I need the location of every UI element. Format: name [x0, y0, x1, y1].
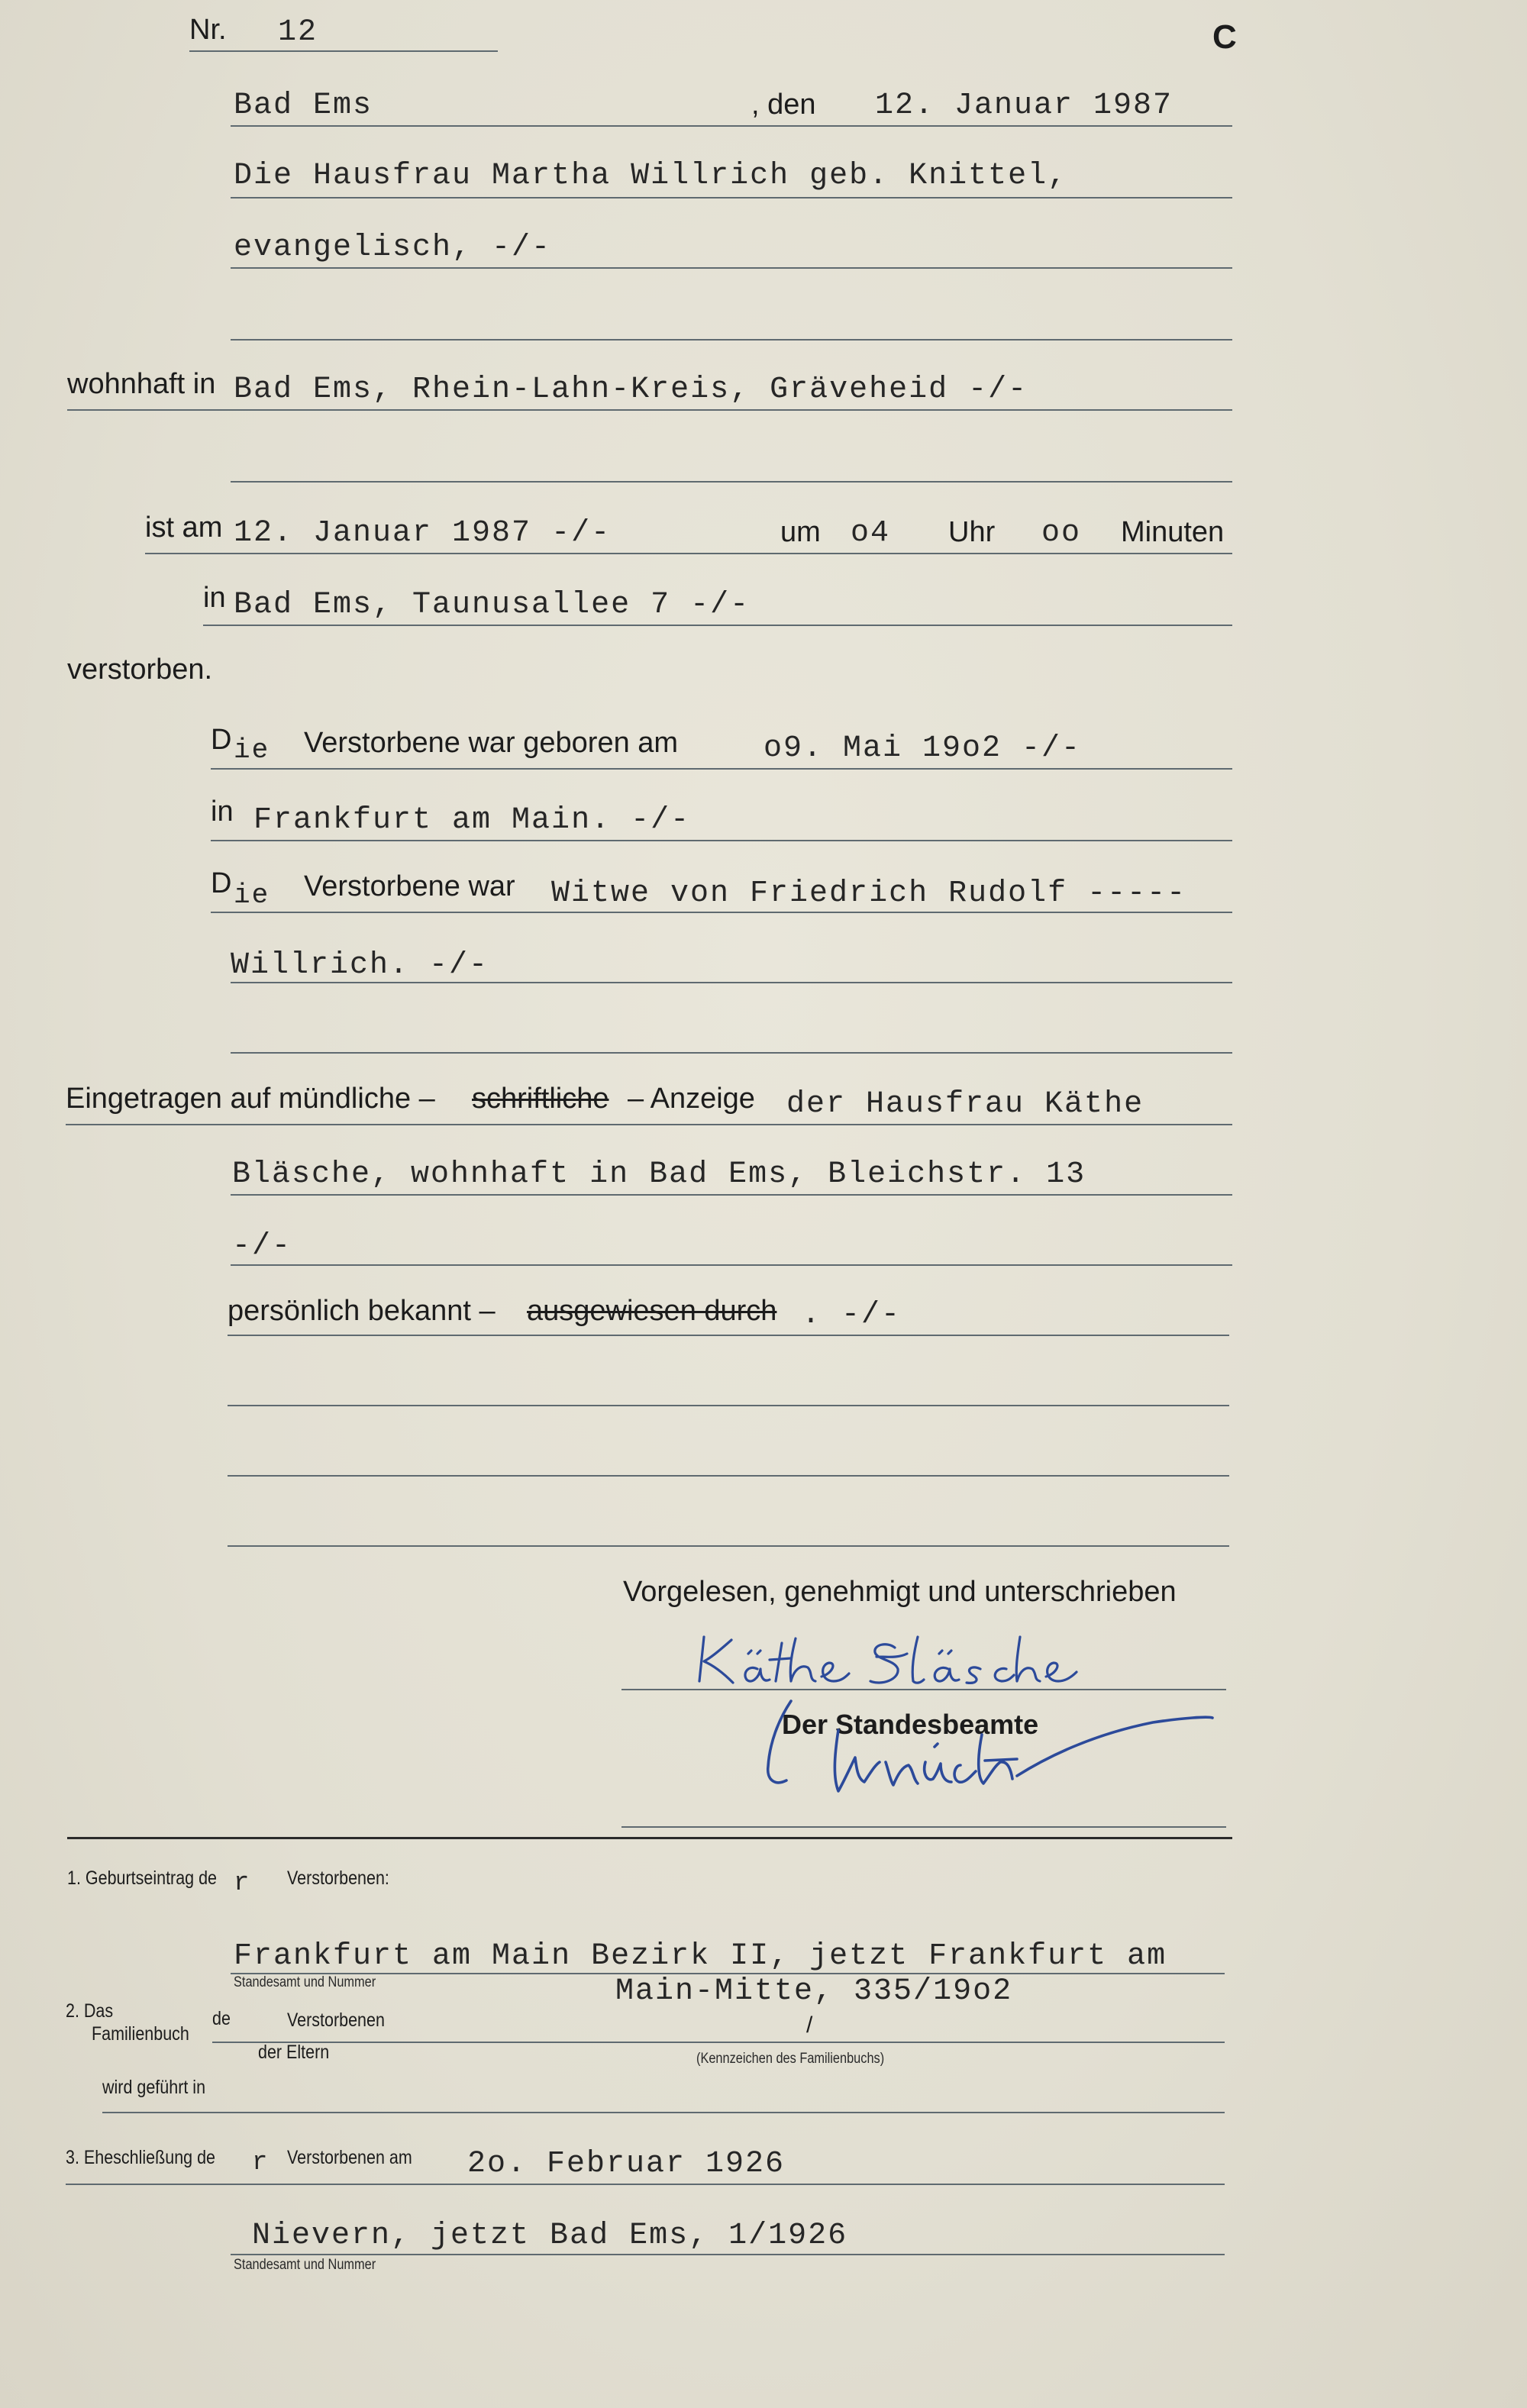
- item2-de: de: [212, 2008, 231, 2029]
- item2-gefuehrt: wird geführt in: [102, 2077, 206, 2098]
- known-rule: [228, 1335, 1229, 1336]
- status-rule-2: [231, 982, 1232, 983]
- person-line-3-rule: [231, 339, 1232, 341]
- footer-divider: [67, 1837, 1232, 1839]
- date-value: 12. Januar 1987: [875, 89, 1173, 123]
- minuten-label: Minuten: [1121, 516, 1225, 548]
- birth-in-label: in: [211, 796, 234, 828]
- item3-rule: [66, 2184, 1225, 2185]
- item1-value-line-1: Frankfurt am Main Bezirk II, jetzt Frankfurt am: [234, 1939, 1167, 1974]
- place-value: Bad Ems: [234, 89, 373, 123]
- informant-value-line-2: Bläsche, wohnhaft in Bad Ems, Bleichstr. 13: [232, 1157, 1086, 1192]
- item2-caption: (Kennzeichen des Familienbuchs): [696, 2051, 885, 2067]
- item3-label2: Verstorbenen am: [287, 2147, 412, 2168]
- item2-number: 2. Das: [66, 2000, 114, 2022]
- status-label: Verstorbene war: [304, 870, 515, 902]
- blank-rule-1: [228, 1405, 1229, 1406]
- informant-rule-2: [231, 1194, 1232, 1196]
- item1-suffix: r: [234, 1869, 251, 1898]
- residence-rule: [67, 409, 1232, 411]
- status-rule-1: [211, 912, 1232, 913]
- residence-value: Bad Ems, Rhein-Lahn-Kreis, Gräveheid -/-: [234, 373, 1028, 407]
- nr-label: Nr.: [189, 14, 227, 46]
- death-place-rule: [203, 625, 1232, 626]
- item2-rule: [212, 2042, 1225, 2043]
- informant-label-a: Eingetragen auf mündliche –: [66, 1083, 435, 1115]
- birth-date-rule: [211, 768, 1232, 770]
- person-line-2-rule: [231, 267, 1232, 269]
- known-struck: ausgewiesen durch: [527, 1295, 777, 1327]
- um-label: um: [780, 516, 821, 548]
- informant-label-struck: schriftliche: [472, 1083, 609, 1115]
- ist-am-label: ist am: [145, 512, 223, 544]
- status-d-prefix: D: [211, 867, 232, 899]
- residence-label: wohnhaft in: [67, 368, 216, 400]
- item1-label: 1. Geburtseintrag de: [67, 1867, 218, 1889]
- birth-d-prefix: D: [211, 724, 232, 756]
- death-in-label: in: [203, 582, 226, 614]
- item2-verstorbenen: Verstorbenen: [287, 2009, 385, 2031]
- verstorben-label: verstorben.: [67, 654, 213, 686]
- death-date-rule: [145, 553, 1232, 554]
- item3-caption: Standesamt und Nummer: [234, 2257, 376, 2273]
- item2-gefuehrt-rule: [102, 2112, 1225, 2113]
- known-label: persönlich bekannt –: [228, 1295, 496, 1327]
- item2-slash: /: [806, 2013, 813, 2038]
- birth-place-rule: [211, 840, 1232, 841]
- informant-signature-rule: [621, 1689, 1226, 1690]
- informant-value-line-3: -/-: [232, 1229, 292, 1264]
- informant-label-b: – Anzeige: [628, 1083, 755, 1115]
- item1-caption: Standesamt und Nummer: [234, 1974, 376, 1990]
- official-signature-image: [756, 1696, 1222, 1811]
- item3-place-rule: [231, 2254, 1225, 2255]
- item3-place: Nievern, jetzt Bad Ems, 1/1926: [252, 2219, 848, 2253]
- den-label: , den: [751, 89, 816, 121]
- status-rule-3: [231, 1052, 1232, 1054]
- uhr-label: Uhr: [948, 516, 996, 548]
- blank-rule-2: [228, 1475, 1229, 1477]
- item1-label2: Verstorbenen:: [287, 1867, 389, 1889]
- death-date: 12. Januar 1987 -/-: [234, 516, 612, 550]
- status-value-line-1: Witwe von Friedrich Rudolf -----: [551, 876, 1187, 911]
- item3-date: 2o. Februar 1926: [467, 2147, 786, 2181]
- death-hour: o4: [851, 516, 891, 550]
- status-value-line-2: Willrich. -/-: [231, 948, 489, 983]
- birth-place: Frankfurt am Main. -/-: [253, 803, 691, 838]
- blank-rule-3: [228, 1545, 1229, 1547]
- death-minutes: oo: [1041, 516, 1082, 550]
- read-approved-label: Vorgelesen, genehmigt und unterschrieben: [623, 1576, 1177, 1608]
- status-d-suffix: ie: [234, 880, 270, 911]
- item3-suffix: r: [252, 2148, 270, 2177]
- residence-rule-2: [231, 481, 1232, 483]
- item2-eltern: der Eltern: [258, 2042, 330, 2063]
- item1-value-line-2: Main-Mitte, 335/19o2: [615, 1974, 1013, 2009]
- person-line-1: Die Hausfrau Martha Willrich geb. Knittel,: [234, 159, 1068, 193]
- nr-value: 12: [278, 15, 318, 50]
- death-place: Bad Ems, Taunusallee 7 -/-: [234, 588, 751, 622]
- item3-label: 3. Eheschließung de: [66, 2147, 216, 2168]
- birth-label: Verstorbene war geboren am: [304, 727, 679, 759]
- corner-letter: C: [1212, 18, 1237, 56]
- item2-familienbuch: Familienbuch: [92, 2023, 189, 2045]
- informant-rule-3: [231, 1264, 1232, 1266]
- official-label: Der Standesbeamte: [782, 1709, 1039, 1740]
- birth-date: o9. Mai 19o2 -/-: [764, 731, 1082, 766]
- official-signature-rule: [621, 1826, 1226, 1828]
- informant-signature-image: [687, 1626, 1099, 1695]
- birth-d-suffix: ie: [234, 734, 270, 766]
- known-value: . -/-: [802, 1298, 902, 1332]
- person-line-2: evangelisch, -/-: [234, 231, 552, 265]
- person-line-1-rule: [231, 197, 1232, 199]
- informant-rule-1: [66, 1124, 1232, 1125]
- place-date-line: [231, 125, 1232, 127]
- informant-value-line-1: der Hausfrau Käthe: [786, 1087, 1144, 1122]
- nr-underline: [189, 50, 498, 52]
